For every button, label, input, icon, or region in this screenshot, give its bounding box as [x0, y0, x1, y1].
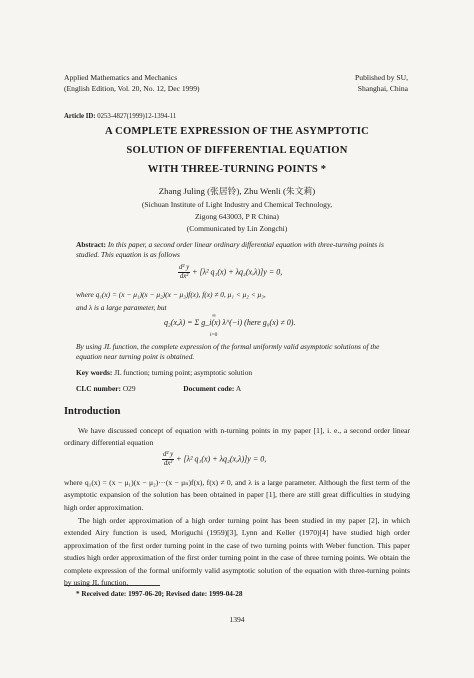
- clc-label: CLC number:: [76, 384, 121, 393]
- section-heading: Introduction: [64, 406, 121, 417]
- article-id: [64, 113, 176, 120]
- journal-name: Applied Mathematics and Mechanics: [64, 73, 178, 82]
- classification: [76, 384, 241, 393]
- second-derivative-fraction: [178, 264, 190, 281]
- journal-header: [64, 72, 200, 94]
- abstract-lambda-line: and λ is a large parameter, but: [76, 303, 167, 312]
- document-code-value: A: [235, 384, 242, 393]
- clc-value: O29: [122, 384, 136, 393]
- fraction-numerator: d² y: [179, 264, 190, 271]
- abstract-series-equation: [164, 318, 295, 327]
- sum-upper-limit: ∞: [212, 313, 216, 319]
- article-id-value: 0253-4827(1999)12-1394-11: [97, 113, 177, 120]
- publisher-location: Shanghai, China: [357, 84, 408, 93]
- abstract-intro: [76, 240, 406, 260]
- title-line-3: WITH THREE-TURNING POINTS *: [147, 164, 327, 175]
- affiliation-line-2: Zigong 643003, P R China): [195, 212, 279, 221]
- abstract-equation: [178, 264, 282, 281]
- page-number: 1394: [229, 615, 245, 624]
- title-line-2: SOLUTION OF DIFFERENTIAL EQUATION: [126, 145, 348, 156]
- abstract-where-line: where q₁(x) = (x − μ₁)(x − μ₂)(x − μ₃)f(x), f(x) ≠ 0, μ₁ < μ₂ < μ₃,: [76, 290, 266, 299]
- keywords: [76, 368, 252, 377]
- publisher-name: Published by SU,: [355, 73, 408, 82]
- abstract-label: Abstract:: [76, 240, 106, 249]
- keywords-value: JL function; turning point; asymptotic solution: [114, 368, 253, 377]
- title-line-1: A COMPLETE EXPRESSION OF THE ASYMPTOTIC: [105, 126, 369, 137]
- intro-derivative-fraction: [162, 451, 174, 468]
- publisher-header: [355, 72, 408, 94]
- communicated-by: (Communicated by Lin Zongchi): [186, 224, 288, 233]
- fraction-denominator: dx²: [179, 273, 189, 280]
- intro-fraction-denominator: dx²: [163, 460, 173, 467]
- intro-paragraph-2: where q₁(x) = (x − μ₁)(x − μ₂)···(x − μₙ)f(x), f(x) ≠ 0, and λ is a large parameter. Although the first term of the asymptotic expansion of the solution has been obtained in paper [1], there are still great difficulties in studying high order approximation.: [64, 478, 410, 512]
- intro-paragraph-3: The high order approximation of a high order turning point has been studied in my paper [2], in which extended Airy function is used, Moriguchi (1959)[3], Lynn and Keller (1970)[4] have studied high order approximation of the first order turning point in the case of two turning points with Weber function. This paper studies high order approximation of the first order turning point in the case of three turning points. We obtain the complete expression of the formal uniformly valid asymptotic solution of the equation with three-turning points by using JL function.: [64, 516, 410, 588]
- keywords-label: Key words:: [76, 368, 113, 377]
- authors: Zhang Juling (张居铃), Zhu Wenli (朱文莉): [158, 186, 316, 196]
- intro-fraction-numerator: d² y: [163, 451, 174, 458]
- journal-edition: (English Edition, Vol. 20, No. 12, Dec 1999): [64, 84, 200, 93]
- equation-remainder: + [λ² q₁(x) + λq₂(x,λ)]y = 0,: [192, 267, 283, 277]
- affiliation-line-1: (Sichuan Institute of Light Industry and Chemical Technology,: [141, 200, 333, 209]
- intro-equation-remainder: + [λ² q₁(x) + λq₂(x,λ)]y = 0,: [176, 454, 267, 464]
- article-id-label: Article ID:: [64, 113, 96, 120]
- footnote-rule: [64, 585, 160, 586]
- footnote: * Received date: 1997-06-20; Revised date: 1999-04-28: [76, 590, 243, 598]
- series-equation-text: q₂(x,λ) = Σ g_i(x) λ^(−i) (here g₀(x) ≠ 0).: [164, 318, 296, 327]
- abstract-text-1: In this paper, a second order linear ordinary differential equation with three-turning points is studied. This equation is as follows: [76, 240, 384, 259]
- document-code-label: Document code:: [183, 384, 235, 393]
- intro-equation: [162, 451, 266, 468]
- intro-paragraph-1: We have discussed concept of equation with n-turning points in my paper [1], i. e., a second order linear ordinary differential equation: [64, 426, 410, 448]
- abstract-conclusion: By using JL function, the complete expression of the formal uniformly valid asymptotic solutions of the equation near turning point is obtained.: [76, 342, 380, 361]
- sum-lower-limit: i=0: [210, 332, 218, 338]
